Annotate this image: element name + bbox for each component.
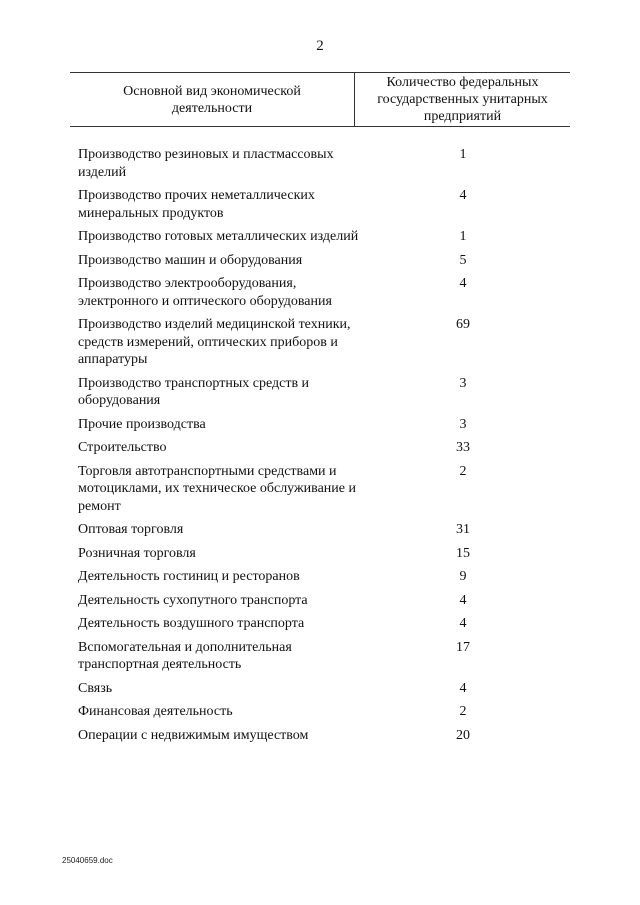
activity-name: Связь	[78, 680, 113, 696]
activity-name: Деятельность сухопутного транспорта	[78, 592, 308, 608]
activity-name: Производство прочих неметаллических минеральных продуктов	[78, 188, 315, 221]
table-row	[78, 316, 570, 369]
table-row	[78, 416, 570, 434]
activity-name: Вспомогательная и дополнительная транспортная деятельность	[78, 639, 292, 672]
activity-name: Производство резиновых и пластмассовых изделий	[78, 147, 334, 180]
table-row	[78, 275, 570, 310]
enterprise-table	[70, 72, 570, 127]
activity-name: Операции с недвижимым имуществом	[78, 727, 309, 743]
table-row	[78, 187, 570, 222]
enterprise-count: 4	[459, 616, 467, 631]
activity-name: Деятельность гостиниц и ресторанов	[78, 569, 300, 584]
enterprise-count: 5	[459, 252, 467, 268]
table-row	[78, 439, 570, 457]
document-id: 25040659.doc	[62, 856, 113, 865]
enterprise-count: 2	[459, 704, 467, 719]
table-row	[78, 375, 570, 410]
activity-name: Прочие производства	[78, 416, 206, 432]
enterprise-count: 69	[456, 317, 470, 332]
table-row	[78, 463, 570, 516]
activity-name: Деятельность воздушного транспорта	[78, 616, 305, 631]
table-row	[78, 568, 570, 586]
enterprise-count: 9	[459, 569, 467, 584]
activity-name: Производство готовых металлических изделий	[78, 229, 359, 244]
table-row	[78, 146, 570, 181]
table-row	[78, 545, 570, 563]
enterprise-count: 3	[459, 416, 467, 432]
table-row	[78, 727, 570, 745]
activity-name: Финансовая деятельность	[78, 704, 233, 719]
enterprise-count: 31	[456, 522, 470, 537]
enterprise-count: 4	[459, 592, 467, 608]
header-enterprise-count	[355, 73, 570, 126]
header-enterprise-count-text: Количество федеральных государственных унитарных предприятий	[377, 75, 548, 124]
table-row	[78, 228, 570, 246]
activity-name: Производство электрооборудования, электронного и оптического оборудования	[78, 276, 332, 309]
enterprise-count: 4	[459, 188, 467, 203]
table-row	[78, 592, 570, 610]
enterprise-count: 1	[459, 147, 467, 162]
header-activity-type-text: Основной вид экономической деятельности	[123, 83, 301, 116]
table-row	[78, 703, 570, 721]
enterprise-count: 17	[456, 639, 470, 655]
table-row	[78, 639, 570, 674]
activity-name: Торговля автотранспортными средствами и мотоциклами, их техническое обслуживание и ремонт	[78, 463, 356, 514]
enterprise-count: 3	[459, 375, 467, 391]
table-row	[78, 680, 570, 698]
enterprise-count: 4	[459, 276, 467, 291]
activity-name: Производство изделий медицинской техники, средств измерений, оптических приборов и аппаратуры	[78, 317, 351, 367]
activity-name: Строительство	[78, 440, 167, 455]
enterprise-count: 15	[456, 545, 470, 561]
page-number: 2	[316, 38, 324, 54]
enterprise-count: 4	[459, 680, 467, 696]
enterprise-count: 2	[459, 463, 467, 479]
activity-name: Розничная торговля	[78, 545, 196, 561]
table-header	[70, 72, 570, 127]
table-body	[78, 146, 570, 750]
table-row	[78, 252, 570, 270]
enterprise-count: 1	[459, 229, 467, 244]
table-row	[78, 521, 570, 539]
activity-name: Оптовая торговля	[78, 522, 184, 537]
activity-name: Производство транспортных средств и оборудования	[78, 375, 310, 408]
activity-name: Производство машин и оборудования	[78, 252, 303, 268]
enterprise-count: 33	[456, 440, 470, 455]
table-row	[78, 615, 570, 633]
enterprise-count: 20	[456, 727, 470, 743]
header-activity-type	[70, 73, 355, 126]
